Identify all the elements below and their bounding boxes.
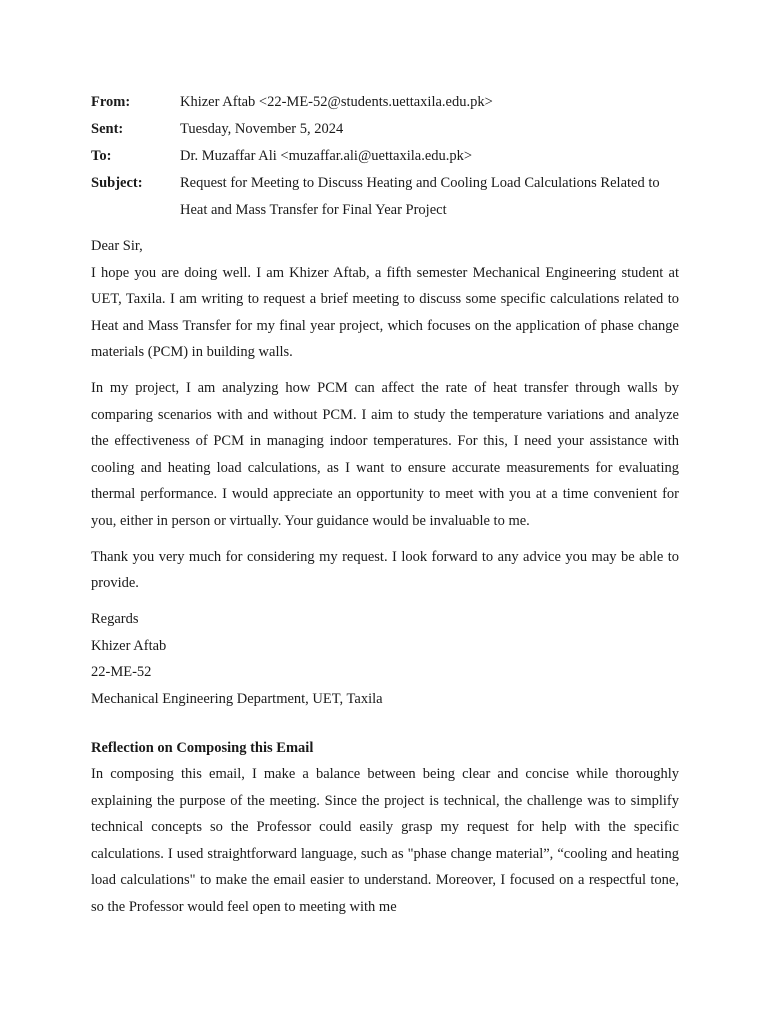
subject-value: Request for Meeting to Discuss Heating and Cooling Load Calculations Related to Heat and Mass Transfer for Final Year Project: [180, 175, 660, 218]
reflection-text: In composing this email, I make a balance between being clear and concise while thoroughly explaining the purpose of the meeting. Since the project is technical, the challenge was to simplify technical concepts so the Professor could easily grasp my request for help with the specific calculations. I used straightforward language, such as "phase change material”, “cooling and heating load calculations" to make the email easier to understand. Moreover, I focused on a respectful tone, so the Professor would feel open to meeting with me: [91, 766, 679, 915]
to-label: To:: [91, 148, 112, 164]
email-body: [91, 233, 679, 713]
reflection-title: Reflection on Composing this Email: [91, 740, 314, 756]
from-value: Khizer Aftab <22-ME-52@students.uettaxila.edu.pk>: [180, 94, 493, 110]
salutation: Dear Sir,: [91, 238, 143, 254]
paragraph-3: Thank you very much for considering my request. I look forward to any advice you may be able to provide.: [91, 548, 679, 592]
to-value: Dr. Muzaffar Ali <muzaffar.ali@uettaxila.edu.pk>: [180, 148, 473, 164]
subject-row: [91, 170, 681, 224]
closing: Regards: [91, 610, 139, 627]
sent-value: Tuesday, November 5, 2024: [180, 121, 344, 137]
sent-label: Sent:: [91, 121, 124, 137]
signature-block: [91, 606, 679, 713]
to-row: [91, 143, 681, 170]
subject-label: Subject:: [91, 175, 143, 191]
department: Mechanical Engineering Department, UET, Taxila: [91, 691, 383, 708]
paragraph-2: In my project, I am analyzing how PCM can affect the rate of heat transfer through walls by comparing scenarios with and without PCM. I aim to study the temperature variations and analyze the effectiveness of PCM in managing indoor temperatures. For this, I need your assistance with cooling and heating load calculations, as I want to ensure accurate measurements for evaluating thermal performance. I would appreciate an opportunity to meet with you at a time convenient for you, either in person or virtually. Your guidance would be invaluable to me.: [91, 379, 679, 529]
roll-number: 22-ME-52: [91, 664, 152, 681]
paragraph-1: I hope you are doing well. I am Khizer Aftab, a fifth semester Mechanical Engineering student at UET, Taxila. I am writing to request a brief meeting to discuss some specific calculations related to Heat and Mass Transfer for my final year project, which focuses on the application of phase change materials (PCM) in building walls.: [91, 264, 679, 361]
reflection-section: [91, 735, 679, 921]
from-label: From:: [91, 94, 131, 110]
sent-row: [91, 116, 681, 143]
signer-name: Khizer Aftab: [91, 637, 167, 654]
from-row: [91, 89, 681, 116]
email-header: [91, 89, 681, 224]
